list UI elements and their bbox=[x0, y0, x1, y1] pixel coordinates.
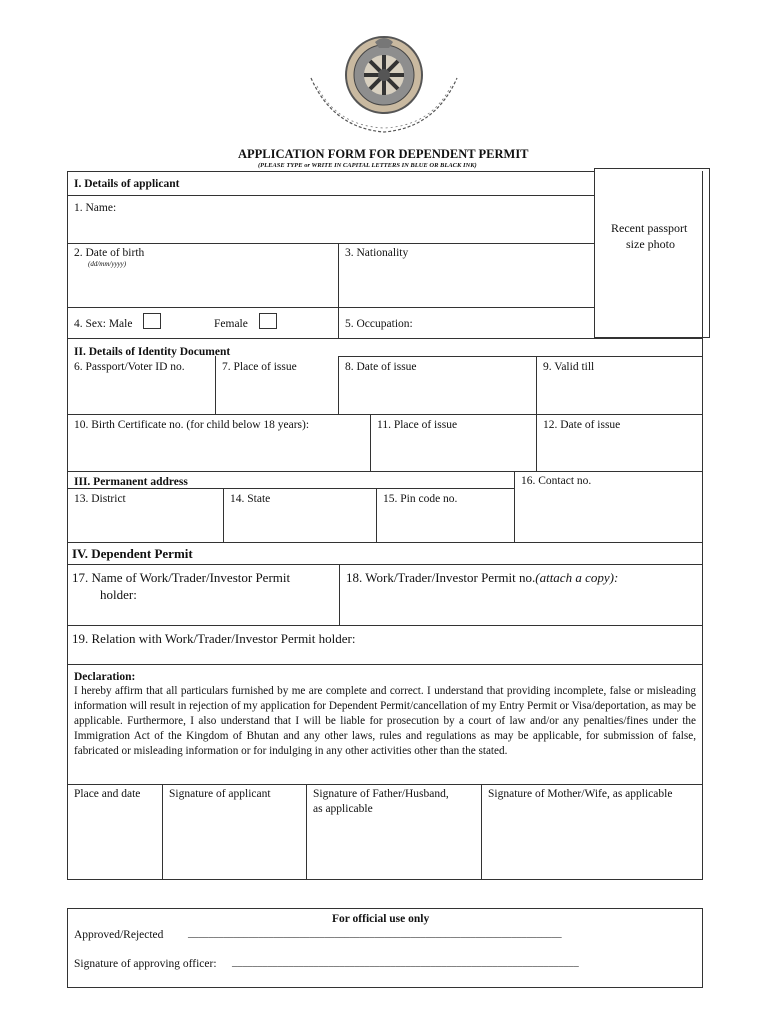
holder-name-label-1: 17. Name of Work/Trader/Investor Permit bbox=[72, 570, 291, 585]
sex-label: 4. Sex: Male bbox=[74, 318, 133, 330]
nationality-label: 3. Nationality bbox=[345, 247, 409, 259]
applicant-signature-label: Signature of applicant bbox=[169, 788, 271, 800]
form-title: APPLICATION FORM FOR DEPENDENT PERMIT bbox=[238, 147, 529, 161]
approved-line[interactable]: __________________________________________________________________________ bbox=[188, 928, 562, 939]
section1-heading: I. Details of applicant bbox=[74, 178, 180, 190]
permit-no-label bbox=[346, 569, 618, 586]
valid-till-label: 9. Valid till bbox=[543, 361, 595, 373]
place-issue-label: 7. Place of issue bbox=[222, 361, 297, 373]
mother-signature-label: Signature of Mother/Wife, as applicable bbox=[488, 788, 673, 800]
photo-label-1: Recent passport bbox=[611, 221, 688, 235]
state-label: 14. State bbox=[230, 493, 271, 505]
permit-no-text: 18. Work/Trader/Investor Permit no. bbox=[346, 570, 536, 585]
form-subtitle: (PLEASE TYPE or WRITE IN CAPITAL LETTERS IN BLUE OR BLACK INK) bbox=[258, 162, 477, 169]
male-checkbox[interactable] bbox=[143, 313, 161, 329]
officer-line[interactable]: ____________________________________________________________________ bbox=[232, 957, 579, 968]
dob-format: (dd/mm/yyyy) bbox=[88, 260, 127, 268]
father-signature-label-1: Signature of Father/Husband, bbox=[313, 788, 449, 800]
relation-label: 19. Relation with Work/Trader/Investor Permit holder: bbox=[72, 631, 356, 646]
date-issue2-label: 12. Date of issue bbox=[543, 419, 621, 431]
holder-name-label-2: holder: bbox=[100, 587, 137, 602]
date-issue-label: 8. Date of issue bbox=[345, 361, 417, 373]
emblem bbox=[303, 28, 465, 140]
father-signature-label-2: as applicable bbox=[313, 803, 373, 815]
passport-label: 6. Passport/Voter ID no. bbox=[74, 361, 185, 373]
officer-label: Signature of approving officer: bbox=[74, 958, 217, 970]
name-label: 1. Name: bbox=[74, 202, 117, 214]
occupation-label: 5. Occupation: bbox=[345, 318, 413, 330]
dob-label: 2. Date of birth bbox=[74, 247, 145, 259]
pin-label: 15. Pin code no. bbox=[383, 493, 458, 505]
declaration-heading: Declaration: bbox=[74, 671, 136, 683]
photo-label-2: size photo bbox=[626, 237, 675, 251]
declaration-text: I hereby affirm that all particulars furnished by me are complete and correct. I understand that providing incomplete, false or misleading information will result in rejection of my application for Dependent Permit/cancellation of my Entry Permit or Visa/deportation, as may be applicable. Furthermore, I also understand that I will be liable for prosecution by a court of law and/or any penalties/fines under the Immigration Act of the Kingdom of Bhutan and any other laws, rules and regulations as may be applicable, for submission of false, fabricated or misleading information or for indulging in any other activities other than the stated. bbox=[74, 685, 696, 757]
section4-heading: IV. Dependent Permit bbox=[72, 546, 193, 561]
section2-heading: II. Details of Identity Document bbox=[74, 346, 231, 358]
female-checkbox[interactable] bbox=[259, 313, 277, 329]
approved-label: Approved/Rejected bbox=[74, 929, 164, 941]
official-heading: For official use only bbox=[332, 913, 430, 925]
female-label: Female bbox=[214, 318, 248, 330]
section3-heading: III. Permanent address bbox=[74, 476, 188, 488]
contact-label: 16. Contact no. bbox=[521, 475, 592, 487]
bhutan-emblem-icon bbox=[303, 28, 465, 140]
permit-no-note: (attach a copy): bbox=[535, 570, 619, 585]
district-label: 13. District bbox=[74, 493, 126, 505]
place-date-label: Place and date bbox=[74, 788, 141, 800]
place-issue2-label: 11. Place of issue bbox=[377, 419, 458, 431]
birth-cert-label: 10. Birth Certificate no. (for child below 18 years): bbox=[74, 419, 310, 431]
